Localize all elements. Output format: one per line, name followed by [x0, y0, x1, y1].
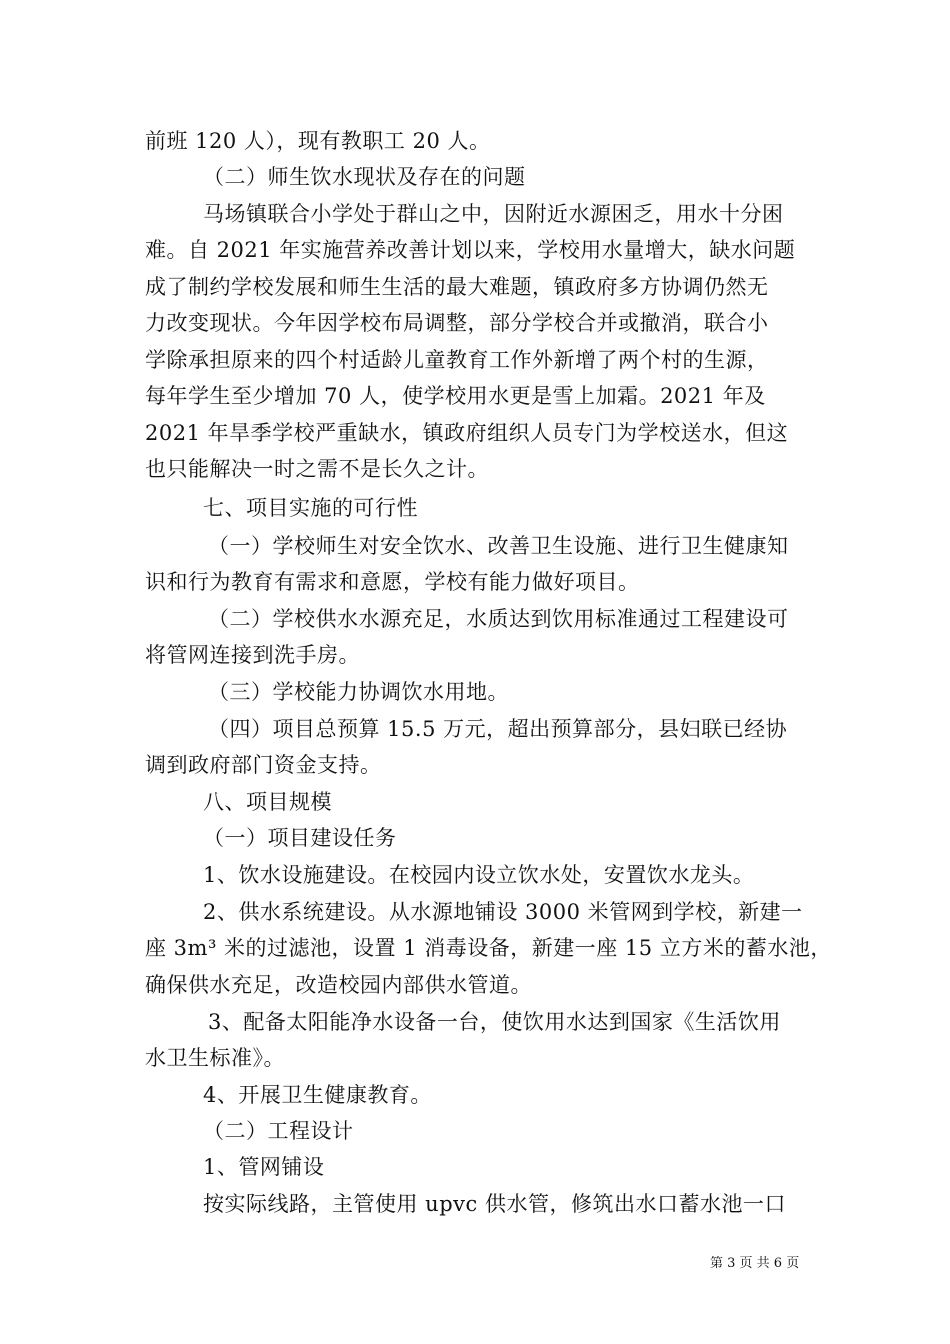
section-heading: 七、项目实施的可行性	[203, 496, 418, 520]
body-text-line: （一）学校师生对安全饮水、改善卫生设施、进行卫生健康知	[208, 534, 789, 558]
body-text-line: 2、供水系统建设。从水源地铺设 3000 米管网到学校，新建一	[203, 900, 803, 924]
body-text-line: 难。自 2021 年实施营养改善计划以来，学校用水量增大，缺水问题	[145, 238, 796, 262]
body-text-line: 1、饮水设施建设。在校园内设立饮水处，安置饮水龙头。	[203, 863, 755, 887]
body-text-line: 水卫生标准》。	[145, 1046, 285, 1070]
page-number: 第 3 页 共 6 页	[710, 1256, 800, 1271]
body-text-line: 学除承担原来的四个村适龄儿童教育工作外新增了两个村的生源，	[145, 348, 769, 372]
body-text-line: 每年学生至少增加 70 人，使学校用水更是雪上加霜。2021 年及	[145, 384, 766, 408]
body-text-line: 前班 120 人），现有教职工 20 人。	[145, 129, 491, 153]
body-text-line: 成了制约学校发展和师生生活的最大难题，镇政府多方协调仍然无	[145, 275, 769, 299]
body-text-line: （三）学校能力协调饮水用地。	[208, 680, 509, 704]
body-text-line: 座 3m³ 米的过滤池，设置 1 消毒设备，新建一座 15 立方米的蓄水池，	[145, 936, 832, 960]
body-text-line: 调到政府部门资金支持。	[145, 753, 382, 777]
section-heading: （二）师生饮水现状及存在的问题	[203, 165, 526, 189]
section-heading: （一）项目建设任务	[203, 826, 397, 850]
body-text-line: 马场镇联合小学处于群山之中，因附近水源困乏，用水十分困	[203, 202, 784, 226]
section-heading: 八、项目规模	[203, 790, 332, 814]
body-text-line: 识和行为教育有需求和意愿，学校有能力做好项目。	[145, 570, 640, 594]
body-text-line: 按实际线路，主管使用 upvc 供水管，修筑出水口蓄水池一口	[203, 1192, 786, 1216]
body-text-line: 4、开展卫生健康教育。	[203, 1083, 432, 1107]
body-text-line: 2021 年旱季学校严重缺水，镇政府组织人员专门为学校送水，但这	[145, 421, 789, 445]
body-text-line: 将管网连接到洗手房。	[145, 643, 360, 667]
body-text-line: 确保供水充足，改造校园内部供水管道。	[145, 973, 532, 997]
body-text-line: 力改变现状。今年因学校布局调整，部分学校合并或撤消，联合小	[145, 311, 769, 335]
body-text-line: （四）项目总预算 15.5 万元，超出预算部分，县妇联已经协	[208, 717, 788, 741]
body-text-line: 也只能解决一时之需不是长久之计。	[145, 457, 489, 481]
section-heading: 1、管网铺设	[203, 1155, 325, 1179]
body-text-line: （二）学校供水水源充足，水质达到饮用标准通过工程建设可	[208, 607, 789, 631]
section-heading: （二）工程设计	[203, 1119, 354, 1143]
body-text-line: 3、配备太阳能净水设备一台，使饮用水达到国家《生活饮用	[208, 1010, 781, 1034]
